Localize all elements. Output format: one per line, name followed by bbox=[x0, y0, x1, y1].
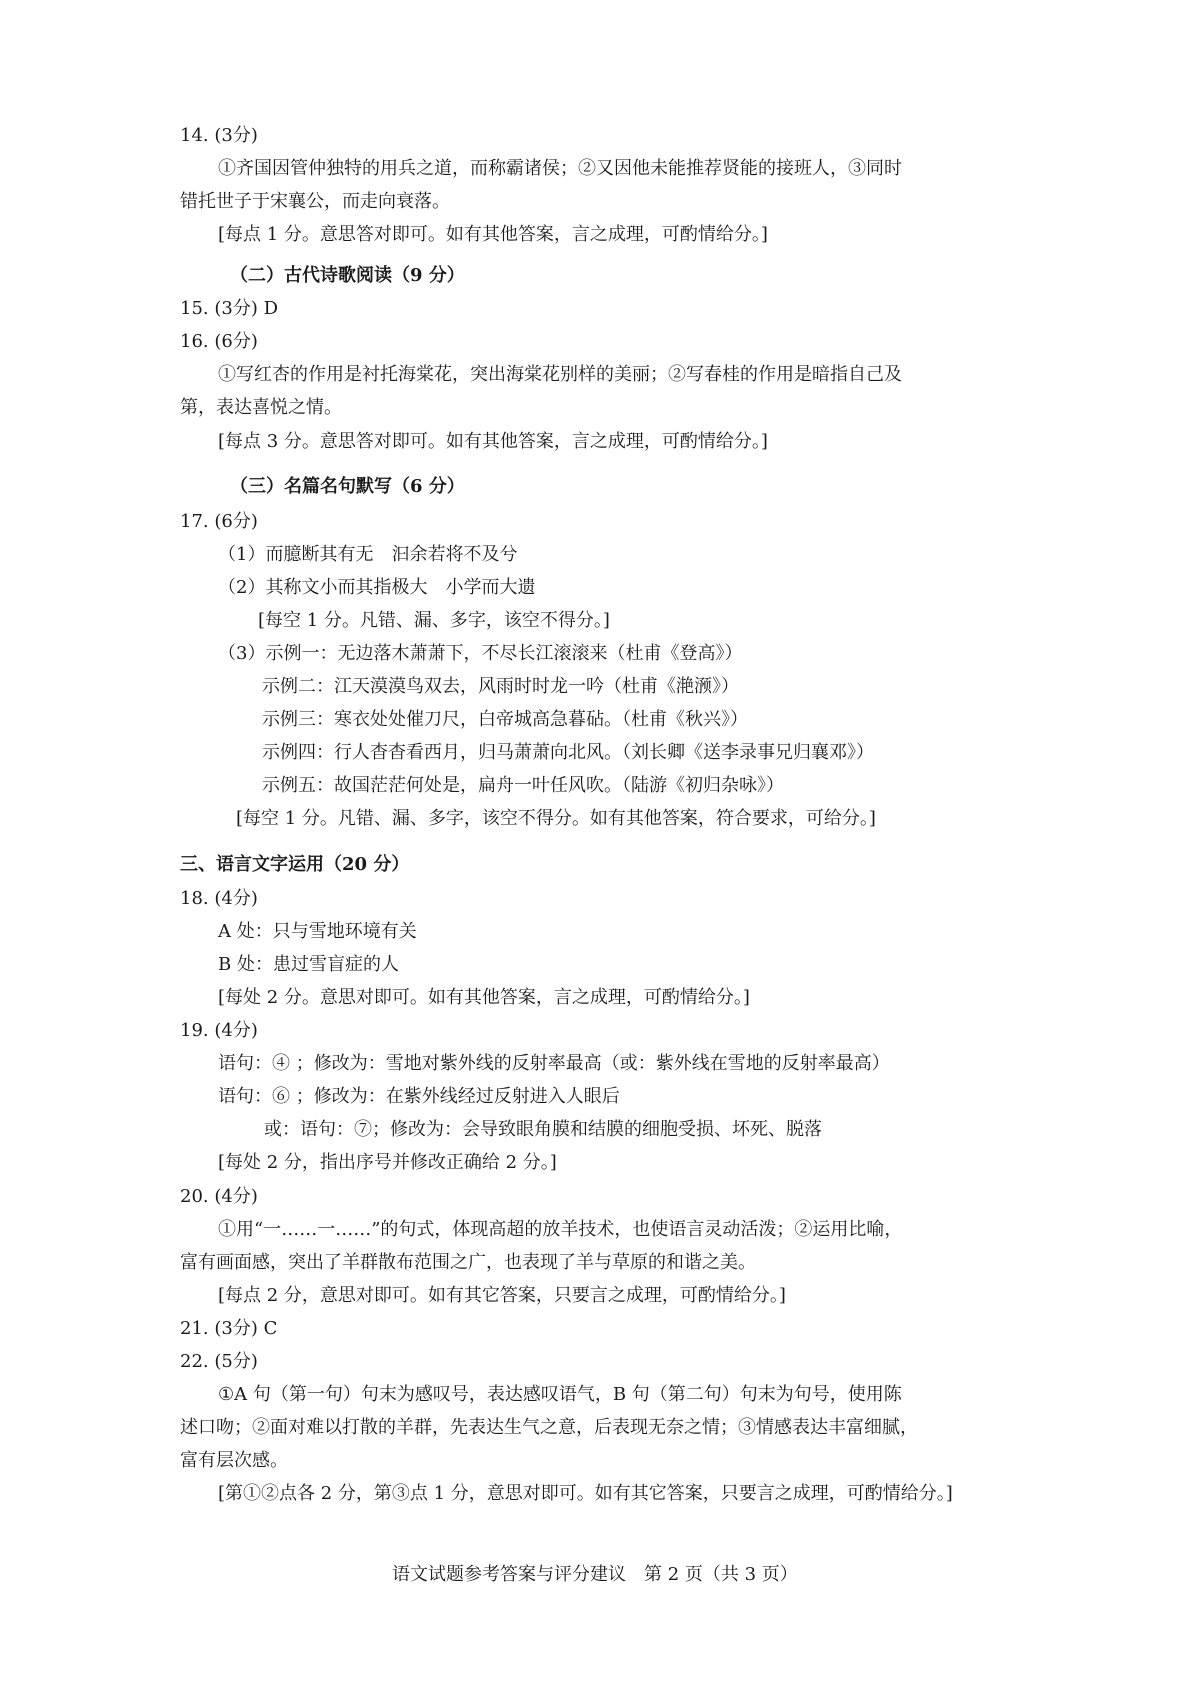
q18-scoring-note: [每处 2 分。意思对即可。如有其他答案，言之成理，可酌情给分。] bbox=[218, 987, 750, 1008]
q20-answer-line-2: 富有画面感，突出了羊群散布范围之广，也表现了羊与草原的和谐之美。 bbox=[180, 1252, 756, 1273]
q17-answer-3: （3）示例一：无边落木萧萧下，不尽长江滚滚来（杜甫《登高》） bbox=[218, 643, 743, 664]
q20-scoring-note: [每点 2 分，意思对即可。如有其它答案，只要言之成理，可酌情给分。] bbox=[218, 1285, 786, 1306]
q17-scoring-note-1: [每空 1 分。凡错、漏、多字，该空不得分。] bbox=[258, 610, 610, 631]
q14-scoring-note: [每点 1 分。意思答对即可。如有其他答案，言之成理，可酌情给分。] bbox=[218, 224, 768, 245]
section-famous-lines-title: （三）名篇名句默写（6 分） bbox=[230, 476, 465, 497]
q14-answer-line-2: 错托世子于宋襄公，而走向衰落。 bbox=[180, 191, 450, 212]
page-footer: 语文试题参考答案与评分建议 第 2 页（共 3 页） bbox=[392, 1564, 798, 1585]
section-ancient-poetry-title: （二）古代诗歌阅读（9 分） bbox=[230, 265, 465, 286]
q19-answer-line-3: 或：语句：⑦；修改为：会导致眼角膜和结膜的细胞受损、坏死、脱落 bbox=[264, 1119, 822, 1140]
q22-scoring-note: [第①②点各 2 分，第③点 1 分，意思对即可。如有其它答案，只要言之成理，可酌情给分。] bbox=[218, 1483, 953, 1504]
q14-heading: 14. (3分) bbox=[180, 125, 258, 146]
q17-answer-1: （1）而臆断其有无 汩余若将不及兮 bbox=[218, 544, 518, 565]
q22-answer-line-1: ①A 句（第一句）句末为感叹号，表达感叹语气，B 句（第二句）句末为句号，使用陈 bbox=[218, 1384, 902, 1405]
q19-scoring-note: [每处 2 分，指出序号并修改正确给 2 分。] bbox=[218, 1152, 557, 1173]
q16-scoring-note: [每点 3 分。意思答对即可。如有其他答案，言之成理，可酌情给分。] bbox=[218, 431, 768, 452]
q14-answer-line-1: ①齐国因管仲独特的用兵之道，而称霸诸侯；②又因他未能推荐贤能的接班人，③同时 bbox=[218, 158, 902, 179]
q22-heading: 22. (5分) bbox=[180, 1351, 258, 1372]
q17-answer-2: （2）其称文小而其指极大 小学而大遗 bbox=[218, 577, 536, 598]
q20-heading: 20. (4分) bbox=[180, 1186, 258, 1207]
q18-heading: 18. (4分) bbox=[180, 888, 258, 909]
q17-example-3: 示例三：寒衣处处催刀尺，白帝城高急暮砧。（杜甫《秋兴》） bbox=[262, 709, 748, 730]
part-language-use-title: 三、语言文字运用（20 分） bbox=[180, 854, 410, 875]
q16-answer-line-2: 第，表达喜悦之情。 bbox=[180, 397, 342, 418]
q18-answer-a: A 处：只与雪地环境有关 bbox=[218, 921, 417, 942]
q15-heading: 15. (3分) D bbox=[180, 298, 278, 319]
q21-heading: 21. (3分) C bbox=[180, 1318, 278, 1339]
q22-answer-line-2: 述口吻；②面对难以打散的羊群，先表达生气之意，后表现无奈之情；③情感表达丰富细腻， bbox=[180, 1417, 918, 1438]
q16-heading: 16. (6分) bbox=[180, 331, 258, 352]
q20-answer-line-1: ①用“一……一……”的句式，体现高超的放羊技术，也使语言灵动活泼；②运用比喻， bbox=[218, 1219, 903, 1240]
q17-example-2: 示例二：江天漠漠鸟双去，风雨时时龙一吟（杜甫《滟滪》） bbox=[262, 676, 739, 697]
q16-answer-line-1: ①写红杏的作用是衬托海棠花，突出海棠花别样的美丽；②写春桂的作用是暗指自己及 bbox=[218, 364, 902, 385]
q19-answer-line-1: 语句：④ ；修改为：雪地对紫外线的反射率最高（或：紫外线在雪地的反射率最高） bbox=[218, 1053, 890, 1074]
q17-example-5: 示例五：故国茫茫何处是，扁舟一叶任风吹。（陆游《初归杂咏》） bbox=[262, 775, 784, 796]
q19-heading: 19. (4分) bbox=[180, 1020, 258, 1041]
q17-scoring-note-2: [每空 1 分。凡错、漏、多字，该空不得分。如有其他答案，符合要求，可给分。] bbox=[236, 808, 876, 829]
q19-answer-line-2: 语句：⑥ ；修改为：在紫外线经过反射进入人眼后 bbox=[218, 1086, 620, 1107]
q18-answer-b: B 处：患过雪盲症的人 bbox=[218, 954, 399, 975]
q17-example-4: 示例四：行人杳杳看西月，归马萧萧向北风。（刘长卿《送李录事兄归襄邓》） bbox=[262, 742, 874, 763]
q22-answer-line-3: 富有层次感。 bbox=[180, 1450, 288, 1471]
q17-heading: 17. (6分) bbox=[180, 511, 258, 532]
